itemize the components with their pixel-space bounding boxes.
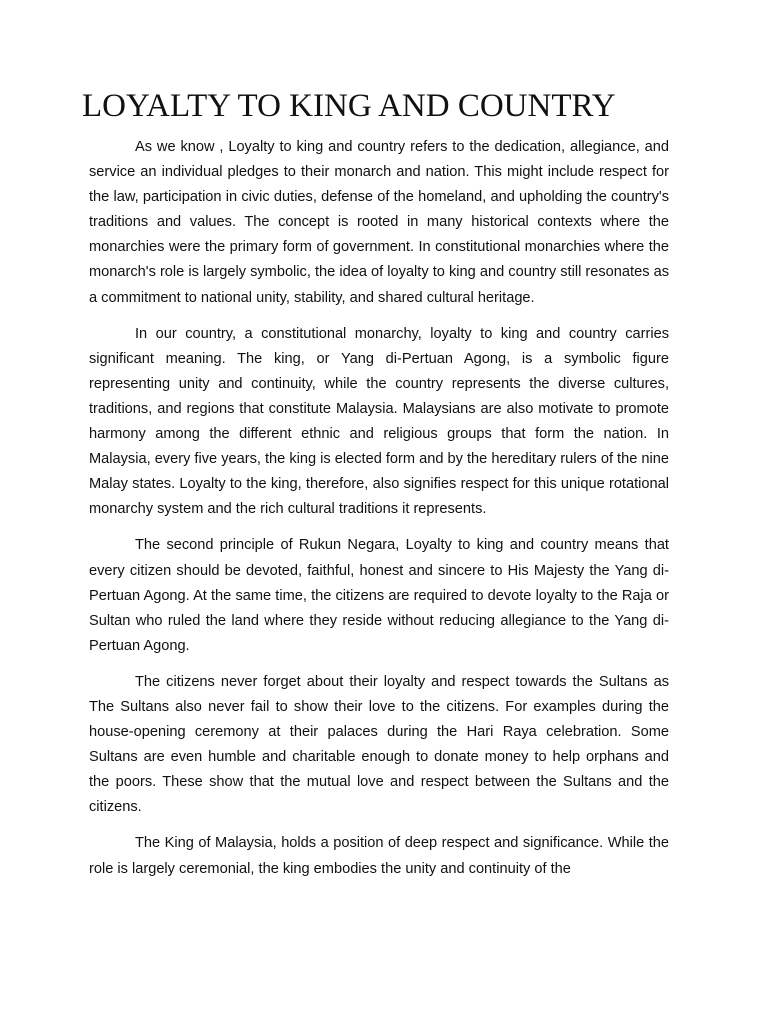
paragraph-4: The citizens never forget about their loyalty and respect towards the Sultans as The Sultans also never fail to show their love to the citizens. For examples during the house-opening ceremony at their palaces during the Hari Raya celebration. Some Sultans are even humble and charitable enough to donate money to help orphans and the poors. These show that the mutual love and respect between the Sultans and the citizens. [89,673,669,816]
document-body [89,135,669,893]
document-title: LOYALTY TO KING AND COUNTRY [82,88,616,124]
paragraph-3: The second principle of Rukun Negara, Loyalty to king and country means that every citizen should be devoted, faithful, honest and sincere to His Majesty the Yang di-Pertuan Agong. At the same time, the citizens are required to devote loyalty to the Raja or Sultan who ruled the land where they reside without reducing allegiance to the Yang di-Pertuan Agong. [89,537,669,654]
paragraph-2: In our country, a constitutional monarchy, loyalty to king and country carries significant meaning. The king, or Yang di-Pertuan Agong, is a symbolic figure representing unity and continuity, while the country represents the diverse cultures, traditions, and regions that constitute Malaysia. Malaysians are also motivate to promote harmony among the different ethnic and religious groups that form the nation. In Malaysia, every five years, the king is elected form and by the hereditary rulers of the nine Malay states. Loyalty to the king, therefore, also signifies respect for this unique rotational monarchy system and the rich cultural traditions it represents. [89,325,669,518]
paragraph-1: As we know , Loyalty to king and country refers to the dedication, allegiance, and service an individual pledges to their monarch and nation. This might include respect for the law, participation in civic duties, defense of the homeland, and upholding the country's traditions and values. The concept is rooted in many historical contexts where the monarchies were the primary form of government. In constitutional monarchies where the monarch's role is largely symbolic, the idea of loyalty to king and country still resonates as a commitment to national unity, stability, and shared cultural heritage. [89,139,669,306]
paragraph-5: The King of Malaysia, holds a position of deep respect and significance. While the role is largely ceremonial, the king embodies the unity and continuity of the [89,835,669,877]
